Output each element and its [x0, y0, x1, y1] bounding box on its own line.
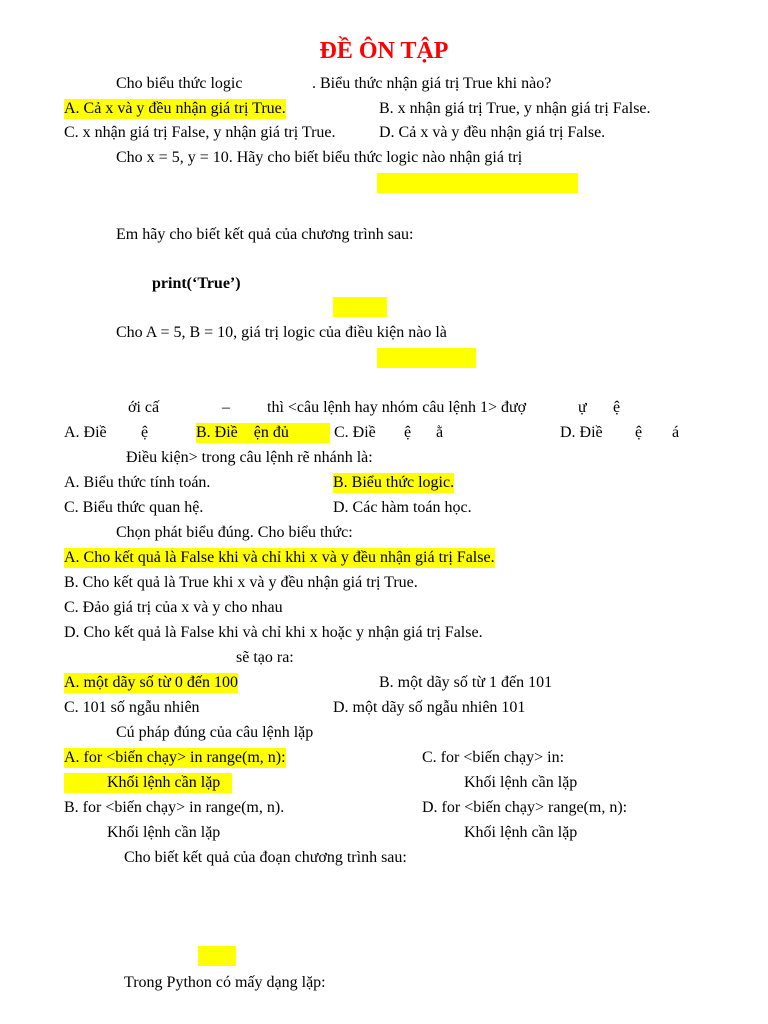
q5-option-c-part-1: ệ: [404, 424, 412, 441]
q1-option-c: C. x nhận giá trị False, y nhận giá trị True.: [64, 124, 336, 141]
q7-option-b: B. Cho kết quả là True khi x và y đều nhận giá trị True.: [64, 574, 418, 591]
q5-fragment-1: ới cấ: [128, 399, 160, 416]
q5-fragment-5: ệ: [613, 399, 621, 416]
q10-answer-highlight: [198, 946, 236, 966]
q3-answer-highlight: [333, 297, 387, 317]
q9-option-d-body: Khối lệnh cần lặp: [464, 824, 578, 841]
q7-stem: Chọn phát biểu đúng. Cho biểu thức:: [116, 524, 353, 541]
q5-fragment-2: –: [222, 399, 230, 416]
q4-answer-highlight: [377, 348, 476, 368]
q7-option-d: D. Cho kết quả là False khi và chỉ khi x hoặc y nhận giá trị False.: [64, 624, 483, 641]
q5-option-b: B. Điề ện đủ: [196, 423, 330, 443]
q5-option-a-part: ệ: [141, 424, 149, 441]
q5-option-c: C. Điề: [334, 424, 376, 441]
q5-option-a: A. Điề: [64, 424, 107, 441]
q1-option-a: A. Cả x và y đều nhận giá trị True.: [64, 100, 286, 117]
q8-stem: sẽ tạo ra:: [236, 649, 294, 666]
q7-option-a: A. Cho kết quả là False khi và chỉ khi x và y đều nhận giá trị False.: [64, 549, 495, 566]
q9-option-a-body: Khối lệnh cần lặp: [107, 774, 221, 791]
q6-option-d: D. Các hàm toán học.: [333, 499, 472, 516]
q1-stem-end: . Biểu thức nhận giá trị True khi nào?: [312, 75, 552, 92]
q1-stem-start: Cho biểu thức logic: [116, 75, 243, 92]
q9-option-c-body: Khối lệnh cần lặp: [464, 774, 578, 791]
q7-option-c: C. Đảo giá trị của x và y cho nhau: [64, 599, 283, 616]
q9-option-a: A. for <biến chạy> in range(m, n):: [64, 749, 286, 766]
q9-option-b-body: Khối lệnh cần lặp: [107, 824, 221, 841]
q8-option-d: D. một dãy số ngẫu nhiên 101: [333, 699, 526, 716]
q8-option-b: B. một dãy số từ 1 đến 101: [379, 674, 553, 691]
q9-option-b: B. for <biến chạy> in range(m, n).: [64, 799, 285, 816]
q5-fragment-4: ự: [578, 399, 587, 416]
q9-stem: Cú pháp đúng của câu lệnh lặp: [116, 724, 314, 741]
q3-stem: Em hãy cho biết kết quả của chương trình sau:: [116, 226, 414, 243]
q1-option-b: B. x nhận giá trị True, y nhận giá trị False.: [379, 100, 651, 117]
page-title: ĐỀ ÔN TẬP: [319, 38, 449, 64]
q6-stem: Điều kiện> trong câu lệnh rẽ nhánh là:: [126, 449, 373, 466]
q5-option-d-part-1: ệ: [635, 424, 643, 441]
q2-stem: Cho x = 5, y = 10. Hãy cho biết biểu thức logic nào nhận giá trị: [116, 149, 523, 166]
q8-option-a: A. một dãy số từ 0 đến 100: [64, 674, 238, 691]
q4-stem: Cho A = 5, B = 10, giá trị logic của điều kiện nào là: [116, 324, 447, 341]
q5-option-c-part-2: ằ: [436, 424, 444, 441]
q6-option-c: C. Biểu thức quan hệ.: [64, 499, 204, 516]
q5-option-d-part-2: á: [672, 424, 680, 441]
q10-stem: Cho biết kết quả của đoạn chương trình sau:: [124, 849, 407, 866]
q2-answer-highlight: [377, 173, 578, 193]
q3-code: print(‘True’): [152, 275, 241, 292]
q6-option-b: B. Biểu thức logic.: [333, 474, 455, 491]
q8-option-c: C. 101 số ngẫu nhiên: [64, 699, 200, 716]
q9-option-c: C. for <biến chạy> in:: [422, 749, 565, 766]
q11-stem: Trong Python có mấy dạng lặp:: [124, 974, 326, 991]
q5-option-d: D. Điề: [560, 424, 603, 441]
q6-option-a: A. Biểu thức tính toán.: [64, 474, 211, 491]
q5-fragment-3: thì <câu lệnh hay nhóm câu lệnh 1> đượ: [267, 399, 527, 416]
q1-option-d: D. Cả x và y đều nhận giá trị False.: [379, 124, 606, 141]
q9-option-d: D. for <biến chạy> range(m, n):: [422, 799, 628, 816]
